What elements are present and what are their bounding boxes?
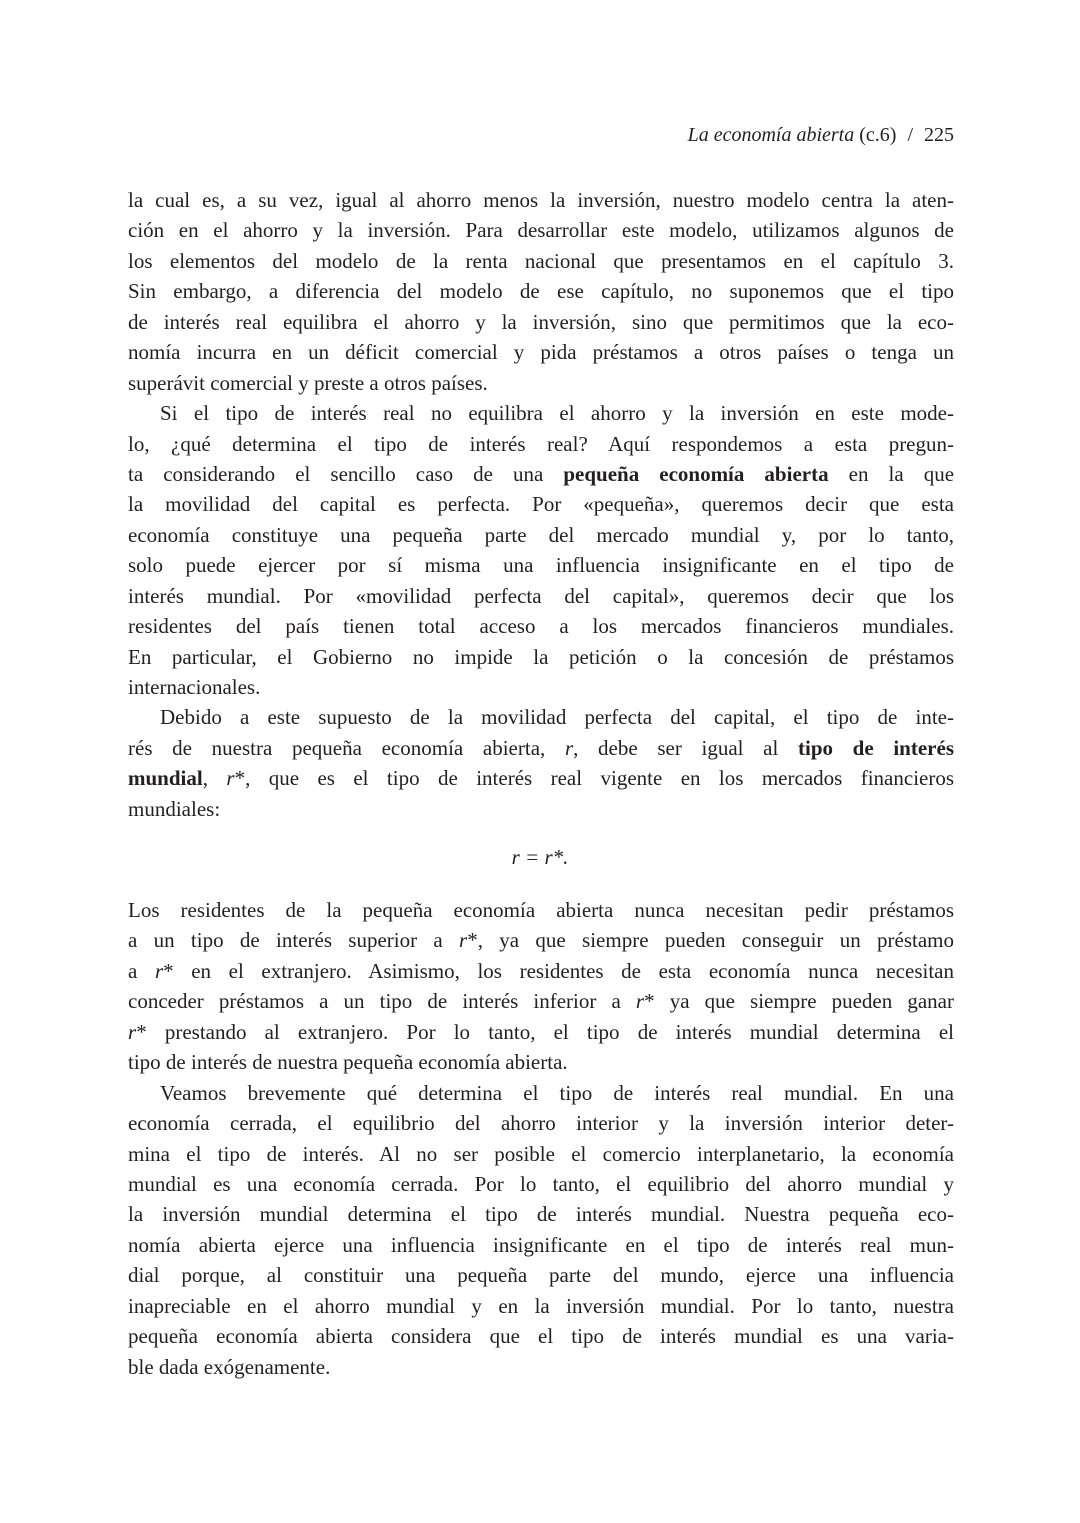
text-run: En particular, el Gobierno no impide la petición o la concesión de préstamos (128, 644, 954, 669)
math-variable: r (128, 1019, 137, 1044)
text-run: , (202, 766, 227, 791)
equation (0, 845, 1080, 870)
text-run: *, ya que siempre pueden conseguir un préstamo (467, 928, 954, 953)
math-variable: r (459, 928, 468, 953)
math-variable: r (154, 958, 164, 983)
text-line (128, 368, 954, 398)
paragraph (128, 1078, 954, 1382)
math-variable: r (564, 735, 574, 760)
text-line (128, 702, 954, 732)
text-run: a un tipo de interés superior a (128, 928, 460, 953)
text-run: la movilidad del capital es perfecta. Por «pequeña», queremos decir que esta (128, 492, 954, 517)
text-run: mundial es una economía cerrada. Por lo tanto, el equilibrio del ahorro mundial y (128, 1171, 954, 1196)
text-run: inapreciable en el ahorro mundial y en la inversión mundial. Por lo tanto, nuestra (128, 1293, 954, 1318)
text-line (128, 1169, 954, 1199)
text-run: economía cerrada, el equilibrio del ahorro interior y la inversión interior deter- (128, 1111, 954, 1136)
text-run: en la que (828, 461, 955, 486)
running-header-separator: / (907, 124, 913, 146)
text-block-upper (128, 185, 954, 824)
text-run: Si el tipo de interés real no equilibra el ahorro y la inversión en este mode- (160, 401, 954, 426)
text-run: nomía incurra en un déficit comercial y pida préstamos a otros países o tenga un (128, 340, 954, 365)
bold-term: mundial (128, 766, 203, 791)
text-line (128, 895, 954, 925)
text-run: economía constituye una pequeña parte del mercado mundial y, por lo tanto, (128, 522, 954, 547)
text-run: los elementos del modelo de la renta nacional que presentamos en el capítulo 3. (128, 248, 954, 273)
text-run: mina el tipo de interés. Al no ser posible el comercio interplanetario, la economía (128, 1141, 954, 1166)
text-line (128, 1321, 954, 1351)
text-line (128, 956, 954, 986)
text-run: lo, ¿qué determina el tipo de interés real? Aquí respondemos a esta pregun- (128, 431, 954, 456)
text-run: de interés real equilibra el ahorro y la inversión, sino que permitimos que la eco- (128, 309, 954, 334)
running-header (688, 124, 954, 147)
text-run: ta considerando el sencillo caso de una (128, 461, 564, 486)
text-run: la cual es, a su vez, igual al ahorro menos la inversión, nuestro modelo centra la aten- (128, 188, 954, 212)
text-line (128, 429, 954, 459)
text-run: Sin embargo, a diferencia del modelo de ese capítulo, no suponemos que el tipo (128, 279, 954, 304)
text-run: Debido a este supuesto de la movilidad perfecta del capital, el tipo de inte- (160, 705, 954, 730)
text-run: * ya que siempre pueden ganar (644, 989, 954, 1014)
text-run: residentes del país tienen total acceso a los mercados financieros mundiales. (128, 614, 954, 639)
text-line (128, 1199, 954, 1229)
text-block-lower (128, 895, 954, 1382)
text-line (128, 672, 954, 702)
text-line (128, 307, 954, 337)
text-line (128, 459, 954, 489)
text-line (128, 1291, 954, 1321)
text-line (128, 1352, 954, 1382)
text-line (128, 520, 954, 550)
text-run: nomía abierta ejerce una influencia insignificante en el tipo de interés real mun- (128, 1232, 954, 1257)
text-run: ble dada exógenamente. (128, 1354, 331, 1379)
text-run: ción en el ahorro y la inversión. Para desarrollar este modelo, utilizamos algunos de (128, 218, 954, 243)
text-line (128, 1078, 954, 1108)
text-run: superávit comercial y preste a otros países. (128, 370, 488, 395)
text-line (128, 1017, 954, 1047)
text-run: tipo de interés de nuestra pequeña economía abierta. (128, 1050, 568, 1075)
text-run: internacionales. (128, 675, 261, 699)
text-line (128, 185, 954, 215)
paragraph (128, 702, 954, 824)
paragraph (128, 398, 954, 702)
text-run: , debe ser igual al (573, 735, 798, 760)
text-run: Veamos brevemente qué determina el tipo de interés real mundial. En una (160, 1080, 954, 1105)
text-line (128, 733, 954, 763)
text-line (128, 642, 954, 672)
text-run: Los residentes de la pequeña economía abierta nunca necesitan pedir préstamos (128, 898, 954, 922)
text-line (128, 1139, 954, 1169)
text-line (128, 398, 954, 428)
text-line (128, 1108, 954, 1138)
running-header-title: La economía abierta (687, 124, 855, 146)
math-variable: r (635, 989, 645, 1014)
text-run: pequeña economía abierta considera que el tipo de interés mundial es una varia- (128, 1324, 954, 1349)
text-line (128, 581, 954, 611)
text-line (128, 337, 954, 367)
paragraph (128, 185, 954, 398)
text-line (128, 550, 954, 580)
text-run: dial porque, al constituir una pequeña parte del mundo, ejerce una influencia (128, 1263, 954, 1288)
running-header-chapter: (c.6) (859, 124, 897, 146)
text-run: la inversión mundial determina el tipo de interés mundial. Nuestra pequeña eco- (128, 1202, 954, 1227)
text-line (128, 763, 954, 793)
text-run: solo puede ejercer por sí misma una influencia insignificante en el tipo de (128, 553, 954, 578)
bold-term: tipo de interés (798, 735, 954, 760)
text-run: *, que es el tipo de interés real vigente en los mercados financieros (234, 766, 955, 791)
text-line (128, 489, 954, 519)
text-run: rés de nuestra pequeña economía abierta, (128, 735, 565, 760)
text-run: mundiales: (128, 796, 221, 821)
equation-text: r = r*. (511, 845, 569, 869)
text-run: conceder préstamos a un tipo de interés inferior a (128, 989, 636, 1014)
text-line (128, 1260, 954, 1290)
text-run: * en el extranjero. Asimismo, los residentes de esta economía nunca necesitan (163, 958, 954, 983)
text-line (128, 986, 954, 1016)
text-run: a (128, 958, 155, 983)
math-variable: r (226, 766, 235, 791)
text-line (128, 925, 954, 955)
text-line (128, 1047, 954, 1077)
bold-term: pequeña economía abierta (563, 461, 829, 486)
text-line (128, 611, 954, 641)
text-line (128, 794, 954, 824)
text-line (128, 215, 954, 245)
text-run: * prestando al extranjero. Por lo tanto, el tipo de interés mundial determina el (136, 1019, 954, 1044)
paragraph (128, 895, 954, 1078)
text-line (128, 276, 954, 306)
text-line (128, 1230, 954, 1260)
page-number: 225 (924, 124, 954, 146)
text-run: interés mundial. Por «movilidad perfecta del capital», queremos decir que los (128, 583, 954, 608)
text-line (128, 246, 954, 276)
